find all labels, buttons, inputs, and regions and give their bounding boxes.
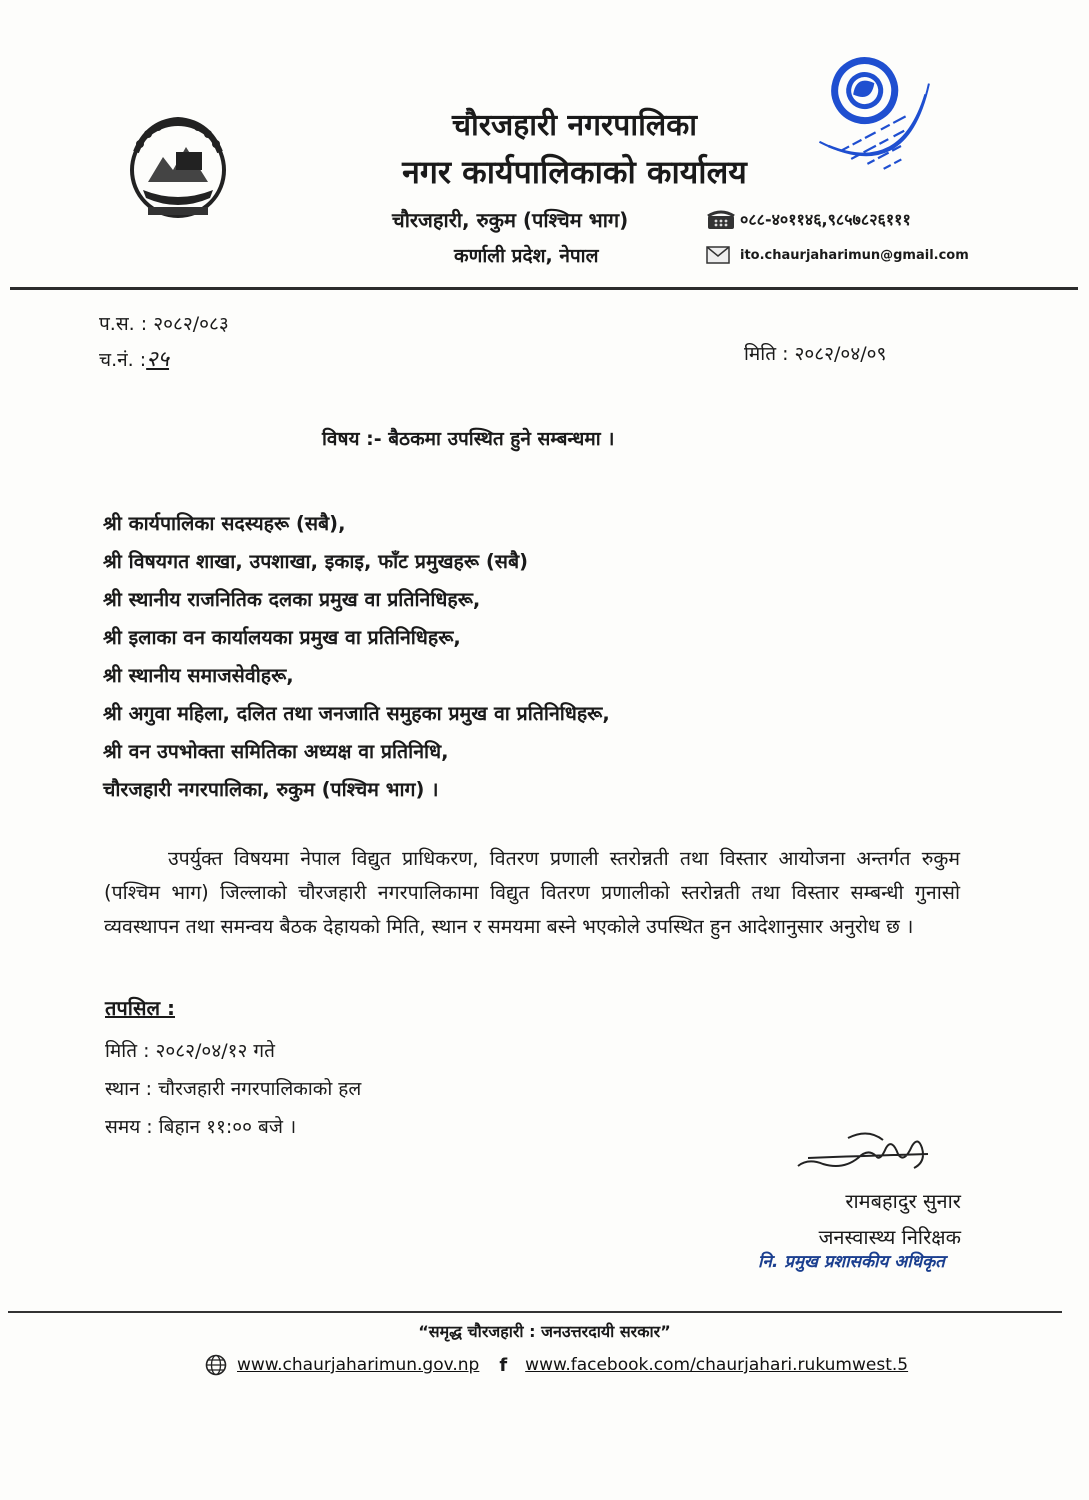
- email-address[interactable]: ito.chaurjaharimun@gmail.com: [740, 247, 969, 263]
- website-link[interactable]: www.chaurjaharimun.gov.np: [237, 1355, 480, 1375]
- signer-block: [819, 1183, 961, 1255]
- addressee-item: श्री स्थानीय राजनितिक दलका प्रमुख वा प्रतिनिधिहरू,: [103, 588, 481, 611]
- phone-icon: [706, 208, 736, 230]
- body-text: उपर्युक्त विषयमा नेपाल विद्युत प्राधिकरण, वितरण प्रणाली स्तरोन्नती तथा विस्तार आयोजना अन्तर्गत रुकुम (पश्चिम भाग) जिल्लाको चौरजहारी नगरपालिकामा विद्युत वितरण प्रणालीको स्तरोन्नती तथा विस्तार सम्बन्धी गुनासो व्यवस्थापन तथा समन्वय बैठक देहायको मिति, स्थान र समयमा बस्ने भएकोले उपस्थित हुन आदेशानुसार अनुरोध छ ।: [104, 847, 960, 938]
- meeting-details: [105, 1032, 361, 1146]
- header-divider: [10, 287, 1078, 290]
- signer-role: नि. प्रमुख प्रशासकीय अधिकृत: [758, 1252, 945, 1272]
- handwritten-signature: [788, 1118, 938, 1178]
- meeting-time: समय : बिहान ११:०० बजे ।: [105, 1116, 297, 1138]
- footer-links: [205, 1354, 908, 1376]
- body-paragraph: [104, 842, 960, 944]
- office-name: नगर कार्यपालिकाको कार्यालय: [402, 153, 747, 191]
- addressee-item: श्री स्थानीय समाजसेवीहरू,: [103, 664, 294, 687]
- cn-number: २५: [146, 347, 170, 372]
- footer-slogan: “समृद्ध चौरजहारी : जनउत्तरदायी सरकार”: [418, 1322, 671, 1341]
- details-heading: तपसिल :: [105, 996, 175, 1020]
- facebook-icon: f: [499, 1354, 508, 1376]
- org-name: चौरजहारी नगरपालिका: [451, 108, 698, 143]
- addressee-list: [103, 505, 610, 809]
- meeting-place: स्थान : चौरजहारी नगरपालिकाको हल: [105, 1078, 362, 1100]
- addressee-item: श्री विषयगत शाखा, उपशाखा, इकाइ, फाँट प्रमुखहरू (सबै): [103, 550, 528, 573]
- mail-icon: [706, 246, 730, 264]
- phone-line: [706, 208, 911, 230]
- signer-title: जनस्वास्थ्य निरिक्षक: [818, 1225, 961, 1249]
- email-line: [706, 246, 969, 264]
- addressee-item: चौरजहारी नगरपालिका, रुकुम (पश्चिम भाग) ।: [103, 778, 439, 801]
- address: चौरजहारी, रुकुम (पश्चिम भाग): [392, 208, 629, 232]
- meeting-date: मिति : २०८२/०४/१२ गते: [105, 1040, 275, 1062]
- cn-label: च.नं. :: [99, 349, 147, 371]
- addressee-item: श्री अगुवा महिला, दलित तथा जनजाति समुहका प्रमुख वा प्रतिनिधिहरू,: [103, 702, 610, 725]
- subject-line: विषय :- बैठकमा उपस्थित हुने सम्बन्धमा ।: [322, 428, 615, 450]
- reference-cn: [99, 343, 169, 373]
- addressee-item: श्री इलाका वन कार्यालयका प्रमुख वा प्रतिनिधिहरू,: [103, 626, 461, 649]
- reference-ps: प.स. : २०८२/०८३: [99, 313, 229, 335]
- addressee-item: श्री वन उपभोक्ता समितिका अध्यक्ष वा प्रतिनिधि,: [103, 740, 449, 763]
- province: कर्णाली प्रदेश, नेपाल: [454, 245, 599, 267]
- letter-date: मिति : २०८२/०४/०९: [744, 343, 887, 365]
- footer-divider: [8, 1311, 1062, 1313]
- globe-icon: [205, 1354, 227, 1376]
- addressee-item: श्री कार्यपालिका सदस्यहरू (सबै),: [103, 512, 346, 535]
- facebook-link[interactable]: www.facebook.com/chaurjahari.rukumwest.5: [525, 1355, 909, 1375]
- signer-name: रामबहादुर सुनार: [845, 1189, 961, 1213]
- phone-number: ०८८-४०११४६,९८५७८२६१११: [740, 210, 911, 229]
- municipality-stamp: [795, 52, 955, 202]
